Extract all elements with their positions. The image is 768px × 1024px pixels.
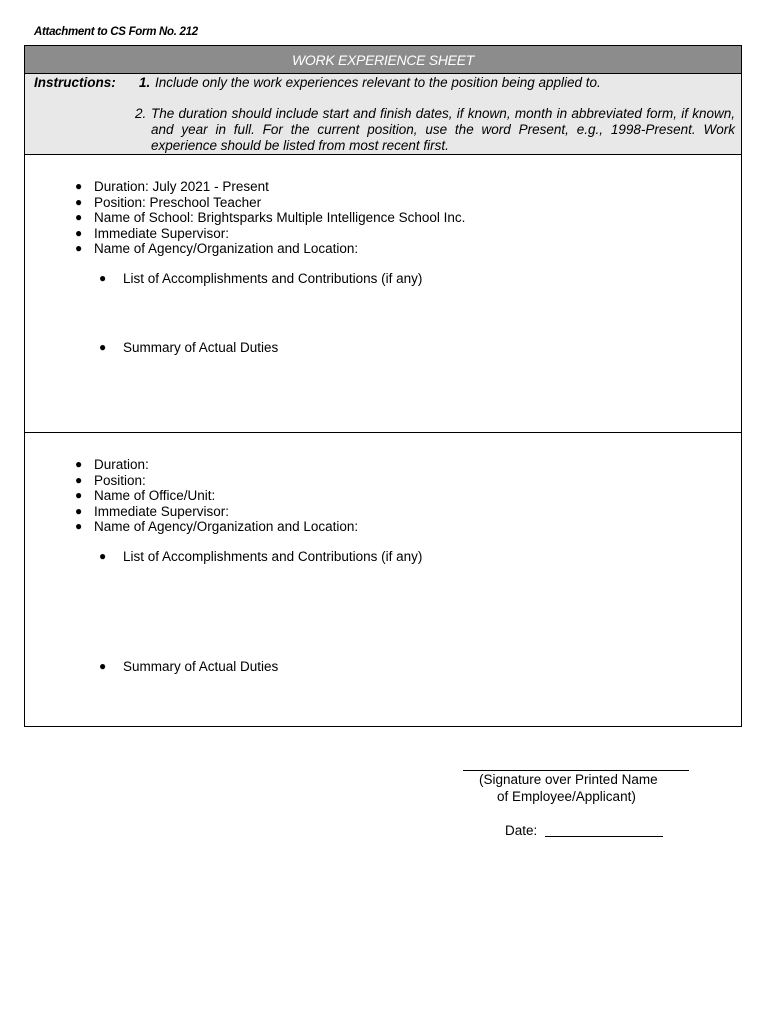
sheet-title: WORK EXPERIENCE SHEET — [25, 46, 741, 74]
bullet-icon: ● — [75, 457, 83, 471]
bullet-icon: ● — [75, 225, 83, 240]
bullet-icon: ● — [75, 472, 83, 487]
signature-line[interactable] — [463, 770, 689, 771]
bullet-icon: ● — [75, 210, 83, 225]
bullet-icon: ● — [99, 659, 107, 673]
bullet-icon: ● — [99, 549, 107, 563]
signature-caption-line1: (Signature over Printed Name — [479, 772, 658, 787]
bullet-icon: ● — [99, 271, 107, 285]
signature-caption-line2: of Employee/Applicant) — [497, 789, 636, 804]
agency-field: Name of Agency/Organization and Location: — [94, 241, 359, 257]
instruction-1-number: 1. — [139, 75, 151, 90]
position-field: Position: Preschool Teacher — [94, 194, 262, 210]
instruction-1-text: Include only the work experiences relevant to the position being applied to. — [155, 75, 601, 90]
work-experience-sheet — [24, 45, 742, 727]
bullet-icon: ● — [75, 194, 83, 209]
date-label: Date: — [505, 823, 538, 838]
instruction-2-text: The duration should include start and finish dates, if known, month in abbreviated form, if known, and year in full. For the current position, use the word Present, e.g., 1998-Present. Work experience should be listed from most recent first. — [151, 106, 735, 153]
bullet-icon: ● — [75, 488, 83, 503]
instruction-2-number: 2. — [135, 106, 147, 121]
bullet-icon: ● — [99, 340, 107, 354]
attachment-label: Attachment to CS Form No. 212 — [34, 26, 198, 38]
duties-label: Summary of Actual Duties — [123, 340, 279, 355]
work-entry-2 — [25, 433, 741, 726]
supervisor-field: Immediate Supervisor: — [94, 225, 230, 241]
work-entry-1 — [25, 155, 741, 433]
duration-field: Duration: July 2021 - Present — [94, 179, 269, 194]
bullet-icon: ● — [75, 519, 83, 534]
agency-field: Name of Agency/Organization and Location: — [94, 519, 359, 535]
position-field: Position: — [94, 472, 146, 488]
bullet-icon: ● — [75, 241, 83, 256]
supervisor-field: Immediate Supervisor: — [94, 503, 230, 519]
bullet-icon: ● — [75, 503, 83, 518]
accomplishments-label: List of Accomplishments and Contributions (if any) — [123, 271, 423, 286]
date-field[interactable] — [545, 836, 663, 837]
school-field: Name of School: Brightsparks Multiple Intelligence School Inc. — [94, 210, 466, 226]
bullet-icon: ● — [75, 179, 83, 193]
accomplishments-label: List of Accomplishments and Contributions (if any) — [123, 549, 423, 564]
instructions-panel — [25, 74, 741, 155]
instructions-label: Instructions: — [34, 75, 116, 90]
duties-label: Summary of Actual Duties — [123, 659, 279, 674]
office-field: Name of Office/Unit: — [94, 488, 216, 504]
duration-field: Duration: — [94, 457, 149, 472]
